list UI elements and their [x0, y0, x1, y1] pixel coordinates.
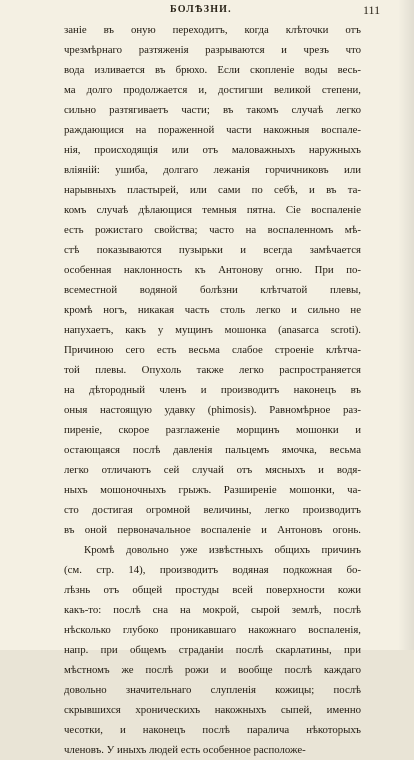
- running-title: БОЛѢЗНИ.: [170, 4, 232, 15]
- text-line: на дѣтородный членъ и производитъ наконецъ въ: [64, 384, 361, 396]
- text-line: легко отличаютъ сей случай отъ мясныхъ и водя-: [64, 464, 361, 476]
- text-line: Кромѣ довольно уже извѣстныхъ общихъ причинъ: [84, 544, 361, 556]
- text-line: особенная наклонность къ Антонову огню. При по-: [64, 264, 361, 276]
- text-line: довольно значительнаго слупленія кожицы; послѣ: [64, 684, 361, 696]
- text-line: ныхъ мошоночныхъ грыжъ. Разширеніе мошонки, ча-: [64, 484, 361, 496]
- text-line: (см. стр. 14), производитъ водяная подкожная бо-: [64, 564, 361, 576]
- text-line: нія, происходящія или отъ маловажныхъ наружныхъ: [64, 144, 361, 156]
- text-line: какъ-то: послѣ сна на мокрой, сырой землѣ, послѣ: [64, 604, 361, 616]
- text-line: вліяній: ушиба, долгаго лежанія горчичниковъ или: [64, 164, 361, 176]
- text-line: членовъ. У иныхъ людей есть особенное расположе-: [64, 744, 306, 756]
- text-line: вода изливается въ брюхо. Если скопленіе воды весь-: [64, 64, 361, 76]
- text-line: всеместной водяной болѣзни клѣтчатой плевы,: [64, 284, 361, 296]
- text-line: чесотки, и наконецъ послѣ паралича нѣкоторыхъ: [64, 724, 361, 736]
- text-line: сто достигая огромной величины, легко производитъ: [64, 504, 361, 516]
- text-line: въ оной первоначальное воспаленіе и Антоновъ огонь.: [64, 524, 361, 536]
- text-line: нѣсколько глубоко проникавшаго накожнаго воспаленія,: [64, 624, 361, 636]
- text-line: комъ случаѣ дѣлающися темныя пятна. Сіе воспаленіе: [64, 204, 361, 216]
- text-line: остающаяся послѣ давленія пальцемъ ямочка, весьма: [64, 444, 361, 456]
- page-number: 111: [363, 3, 381, 17]
- text-line: чрезмѣрнаго разтяженія разрываются и чрезъ что: [64, 44, 361, 56]
- body-text: [64, 20, 361, 760]
- text-line: есть рожистаго свойства; часто на воспаленномъ мѣ-: [64, 224, 361, 236]
- text-line: лѣзнь отъ общей простуды всей поверхности кожи: [64, 584, 361, 596]
- text-line: той плевы. Опухоль также легко распространяется: [64, 364, 361, 376]
- text-line: заніе въ оную переходитъ, когда клѣточки отъ: [64, 24, 361, 36]
- text-line: ма долго продолжается и, достигши великой степени,: [64, 84, 361, 96]
- text-line: оныя настоящую удавку (phimosis). Равномѣрное раз-: [64, 404, 361, 416]
- text-line: сильно разтягиваетъ части; въ такомъ случаѣ легко: [64, 104, 361, 116]
- page-edge-shadow: [398, 0, 414, 650]
- text-line: нарывныхъ пластырей, или сами по себѣ, и въ та-: [64, 184, 361, 196]
- text-line: кромѣ ногъ, никакая часть столь легко и сильно не: [64, 304, 361, 316]
- text-line: пиреніе, скорое разглаженіе морщинъ мошонки и: [64, 424, 361, 436]
- page-header: [0, 4, 414, 20]
- text-line: скрывшихся хроническихъ накожныхъ сыпей, именно: [64, 704, 361, 716]
- text-line: раждающися на пораженной части накожныя воспале-: [64, 124, 361, 136]
- text-line: мѣстномъ же послѣ рожи и вообще послѣ каждаго: [64, 664, 361, 676]
- text-line: напухаетъ, какъ у мущинъ мошонка (anasarca scroti).: [64, 324, 361, 336]
- text-line: напр. при общемъ страданіи послѣ скарлатины, при: [64, 644, 361, 656]
- text-line: стѣ показываются пузырьки и всегда замѣчается: [64, 244, 361, 256]
- text-line: Причиною сего есть весьма слабое строеніе клѣтча-: [64, 344, 361, 356]
